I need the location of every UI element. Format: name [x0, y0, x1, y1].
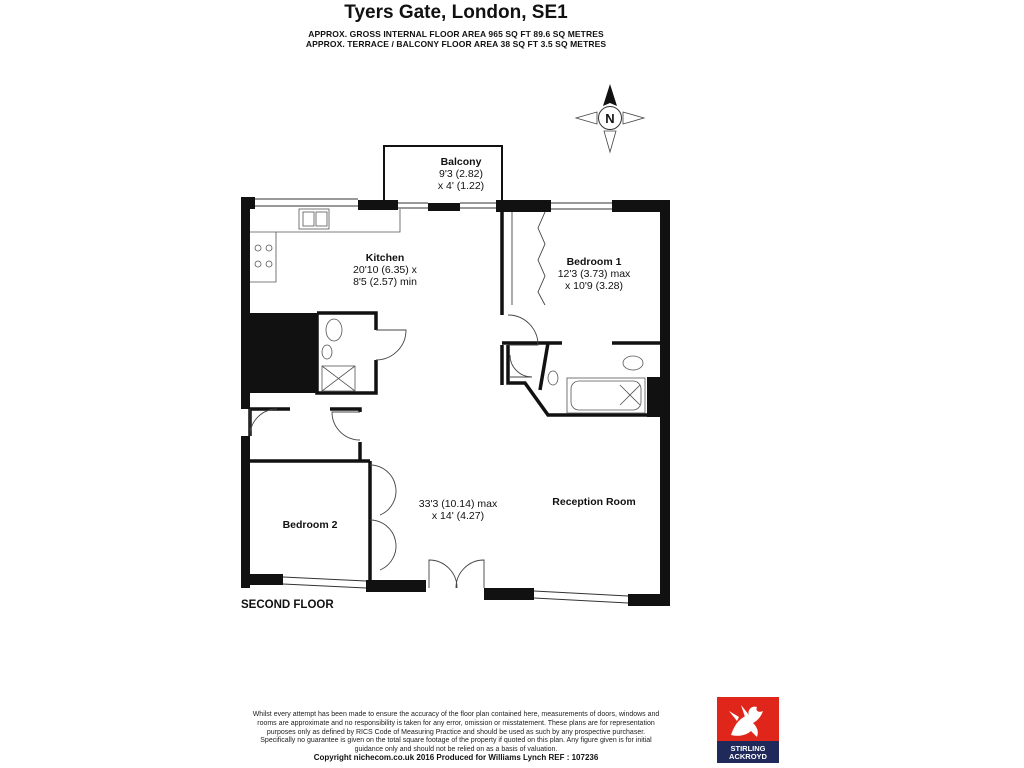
- bedroom1-dim2: x 10'9 (3.28): [564, 280, 624, 292]
- terrace-area-text: APPROX. TERRACE / BALCONY FLOOR AREA 38 SQ FT 3.5 SQ METRES: [305, 39, 607, 49]
- bedroom2-name: Bedroom 2: [282, 519, 338, 531]
- bedroom1-dim1: 12'3 (3.73) max: [557, 268, 631, 280]
- reception-dim2: x 14' (4.27): [431, 510, 485, 522]
- disclaimer-text: Whilst every attempt has been made to ensure the accuracy of the floor plan contained here, measurements of doors, windows and rooms are approximate and no responsibility is taken for any error, omission or misstatement. These plans are for representation purposes only as defined by RICS Code of Measuring Practice and should be used as such by any prospective purchaser. Specifically no guarantee is given on the total square footage of the property if quoted on this plan. Any figure given is for initial guidance only and should not be relied on as a basis of valuation.: [252, 711, 660, 754]
- bathroom-fittings: [322, 319, 645, 413]
- balcony-dim2: x 4' (1.22): [437, 180, 485, 192]
- bedroom1-name: Bedroom 1: [566, 256, 622, 268]
- copyright-footer: Copyright nichecom.co.uk 2016 Produced for Williams Lynch REF : 107236: [313, 753, 599, 762]
- plan-title: Tyers Gate, London, SE1: [344, 2, 568, 23]
- kitchen-dim1: 20'10 (6.35) x: [353, 264, 417, 276]
- compass-icon: [576, 84, 644, 152]
- kitchen-name: Kitchen: [365, 252, 405, 264]
- logo-line2: ACKROYD: [729, 752, 767, 761]
- logo-line1: STIRLING: [730, 744, 766, 753]
- floor-label: SECOND FLOOR: [241, 599, 334, 611]
- balcony-name: Balcony: [440, 156, 482, 168]
- compass-north-label: N: [605, 111, 615, 126]
- gross-area-text: APPROX. GROSS INTERNAL FLOOR AREA 965 SQ FT 89.6 SQ METRES: [308, 29, 604, 39]
- reception-dim1: 33'3 (10.14) max: [418, 498, 498, 510]
- reception-name: Reception Room: [552, 496, 636, 508]
- balcony-dim1: 9'3 (2.82): [438, 168, 484, 180]
- stirling-ackroyd-logo: [717, 697, 779, 763]
- kitchen-dim2: 8'5 (2.57) min: [353, 276, 417, 288]
